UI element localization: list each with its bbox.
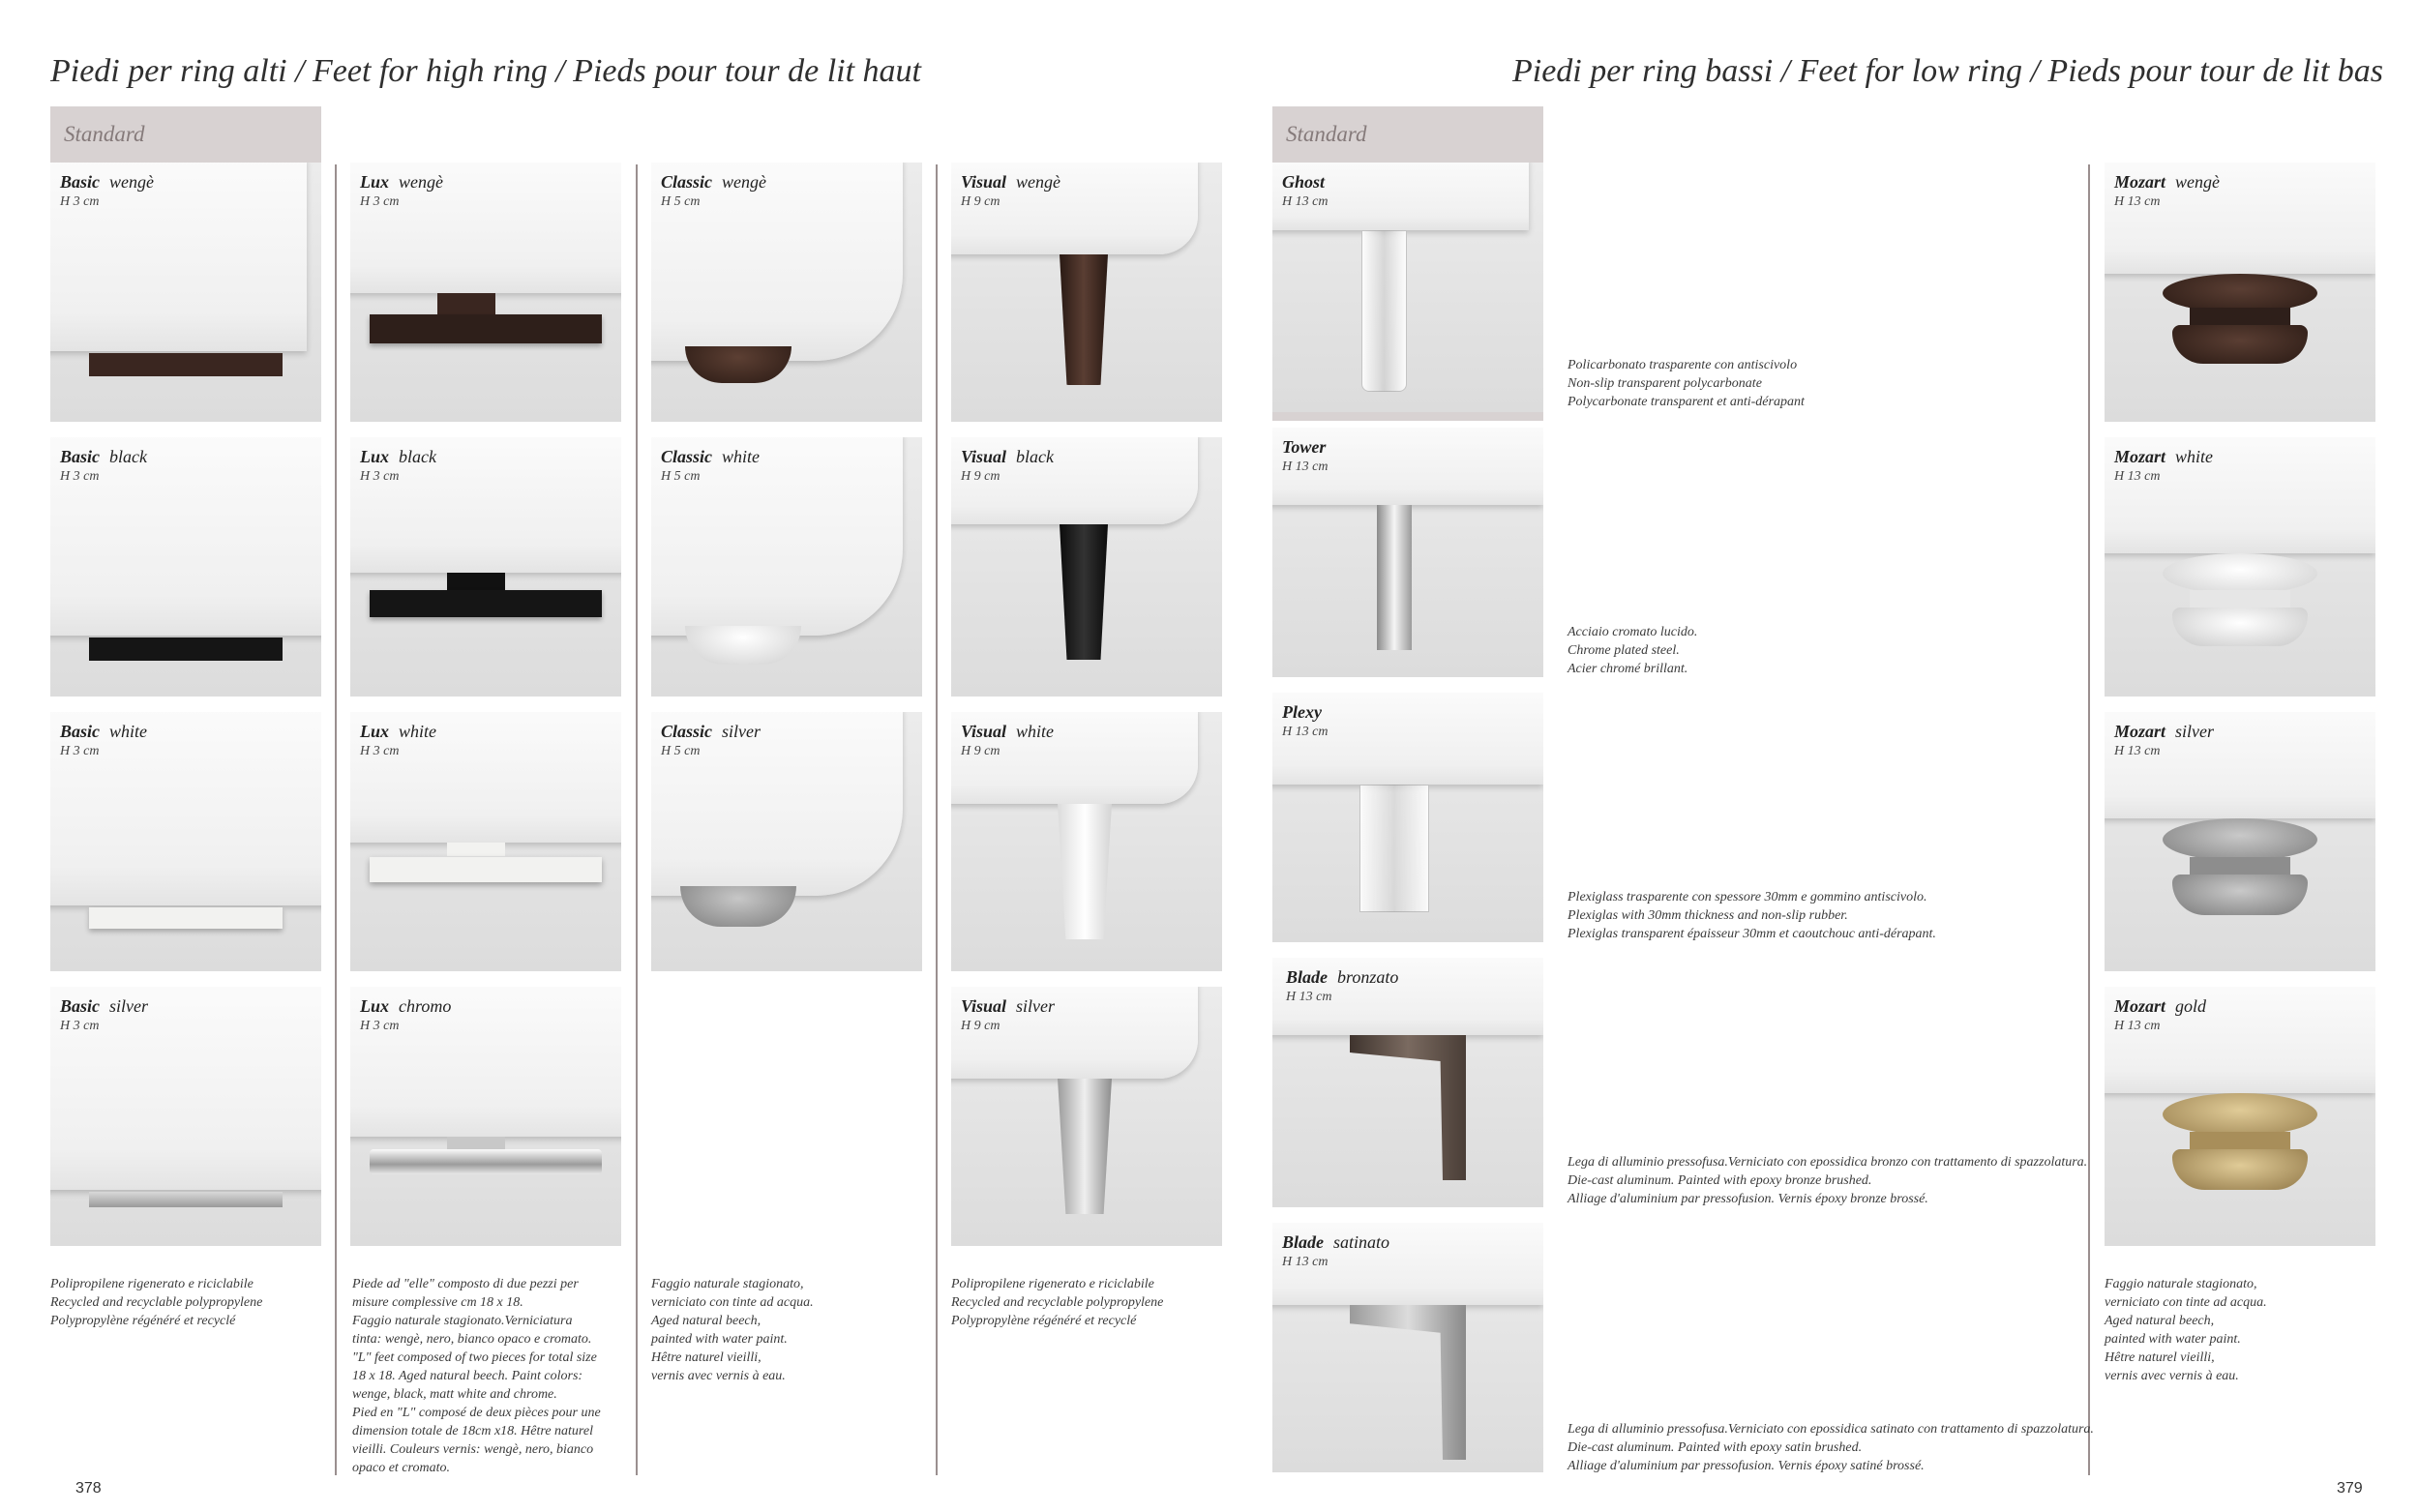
description-line: Alliage d'aluminium par pressofusion. Vernis époxy satiné brossé. [1568,1459,1925,1473]
product-finish: white [1016,722,1055,741]
mozart-foot-white-neck [2190,590,2290,609]
blade-foot-bronze [1350,1035,1466,1180]
product-name: Plexy [1282,702,1322,722]
description-line: Aged natural beech, [651,1314,762,1328]
product-finish: gold [2175,996,2207,1016]
product-height: H 3 cm [360,1019,400,1033]
product-tile-visual-black [951,437,1222,697]
description-line: Chrome plated steel. [1568,643,1680,658]
mozart-foot-white-top [2163,553,2317,594]
description-line: Hêtre naturel vieilli, [651,1350,762,1365]
product-finish: wengè [109,172,154,192]
product-finish: wengè [1016,172,1061,192]
basic-foot-silver [89,1192,283,1207]
description-line: painted with water paint. [2105,1332,2241,1347]
description-line: tinta: wengè, nero, bianco opaco e cromato. [352,1332,592,1347]
description-line: Faggio naturale stagionato.Verniciatura [352,1314,573,1328]
lux-plate-black [370,590,602,617]
description-line: Faggio naturale stagionato, [651,1277,804,1291]
product-finish: white [109,722,148,741]
description-line: Die-cast aluminum. Painted with epoxy bronze brushed. [1568,1173,1872,1188]
description-lux [352,1275,601,1477]
classic-foot-silver [680,886,796,927]
description-line: Recycled and recyclable polypropylene [951,1295,1164,1310]
product-height: H 13 cm [1282,725,1329,739]
description-line: painted with water paint. [651,1332,788,1347]
column-divider [2088,164,2090,1475]
product-finish: wengè [2175,172,2220,192]
product-height: H 5 cm [661,194,701,209]
description-classic [651,1275,814,1385]
product-finish: bronzato [1337,967,1399,987]
description-line: wenge, black, matt white and chrome. [352,1387,557,1402]
description-line: Aged natural beech, [2105,1314,2215,1328]
product-height: H 13 cm [1286,990,1332,1004]
description-line: Piede ad "elle" composto di due pezzi per [352,1277,579,1291]
product-tile-basic-silver [50,987,321,1246]
description-tower [1568,623,1697,678]
product-name: Lux [360,172,390,192]
description-plexy [1568,888,1936,943]
standard-label: Standard [1286,122,1367,146]
lux-plate-white [370,857,602,882]
mozart-foot-gold-neck [2190,1132,2290,1151]
product-height: H 3 cm [360,469,400,484]
product-height: H 3 cm [60,469,100,484]
product-tile-classic-white [651,437,922,697]
description-line: Policarbonato trasparente con antiscivolo [1568,358,1798,372]
product-height: H 9 cm [961,194,1000,209]
product-name: Lux [360,996,390,1016]
product-height: H 13 cm [2114,1019,2161,1033]
product-height: H 3 cm [60,1019,100,1033]
description-line: dimension totale de 18cm x18. Hêtre naturel [352,1424,593,1438]
mozart-foot-wenge-base [2172,325,2308,364]
product-name: Basic [60,172,101,192]
tower-foot [1377,505,1412,650]
product-name: Visual [961,722,1007,741]
description-line: Hêtre naturel vieilli, [2105,1350,2215,1365]
mozart-foot-silver-top [2163,818,2317,861]
description-line: Polipropilene rigenerato e riciclabile [50,1277,254,1291]
visual-foot-white [1058,804,1112,939]
lux-plate-wenge [370,314,602,343]
product-name: Basic [60,722,101,741]
description-line: Polipropilene rigenerato e riciclabile [951,1277,1154,1291]
description-line: "L" feet composed of two pieces for total size [352,1350,597,1365]
classic-foot-white [685,626,801,665]
visual-foot-black [1060,524,1108,660]
description-mozart [2105,1275,2267,1385]
product-tile-classic-silver [651,712,922,971]
product-name: Classic [661,447,713,466]
description-line: Recycled and recyclable polypropylene [50,1295,263,1310]
description-line: Pied en "L" composé de deux pièces pour une [352,1406,601,1420]
description-line: Polypropylène régénéré et recyclé [50,1314,236,1328]
visual-foot-silver [1058,1079,1112,1214]
product-finish: chromo [399,996,452,1016]
description-line: Polycarbonate transparent et anti-dérapant [1568,395,1805,409]
product-finish: white [399,722,437,741]
description-line: vernis avec vernis à eau. [651,1369,786,1383]
left-page-title: Piedi per ring alti / Feet for high ring / Pieds pour tour de lit haut [50,53,922,89]
product-name: Classic [661,172,713,192]
description-line: Plexiglas with 30mm thickness and non-slip rubber. [1568,908,1848,923]
product-tile-plexy [1272,693,1543,942]
product-height: H 9 cm [961,744,1000,758]
mozart-foot-wenge-neck [2190,308,2290,327]
product-name: Lux [360,447,390,466]
product-finish: white [722,447,761,466]
product-tile-classic-wenge [651,163,922,422]
basic-foot-black [89,637,283,661]
product-name: Blade [1282,1232,1324,1252]
plexy-foot [1359,785,1429,912]
description-line: Lega di alluminio pressofusa.Verniciato con epossidica satinato con trattamento di spazzolatura. [1568,1422,2094,1437]
lux-foot-black [447,573,505,590]
product-tile-basic-white [50,712,321,971]
right-page-title: Piedi per ring bassi / Feet for low ring / Pieds pour tour de lit bas [1512,53,2384,89]
product-tile-visual-wenge [951,163,1222,422]
product-height: H 3 cm [360,744,400,758]
product-tile-lux-chromo [350,987,621,1246]
basic-foot-white [89,907,283,929]
column-divider [335,164,337,1475]
basic-foot-wenge [89,353,283,376]
product-height: H 9 cm [961,469,1000,484]
product-height: H 13 cm [1282,194,1329,209]
mozart-foot-white-base [2172,608,2308,646]
description-line: Polypropylène régénéré et recyclé [951,1314,1137,1328]
description-line: vernis avec vernis à eau. [2105,1369,2239,1383]
product-finish: silver [1016,996,1056,1016]
product-finish: silver [2175,722,2215,741]
product-finish: silver [109,996,149,1016]
description-basic [50,1275,262,1330]
column-divider [636,164,638,1475]
description-line: verniciato con tinte ad acqua. [2105,1295,2267,1310]
product-height: H 13 cm [2114,469,2161,484]
description-line: 18 x 18. Aged natural beech. Paint colors: [352,1369,583,1383]
lux-foot-wenge [437,293,495,314]
description-visual [951,1275,1163,1330]
description-line: Plexiglas transparent épaisseur 30mm et caoutchouc anti-dérapant. [1568,927,1936,941]
description-line: verniciato con tinte ad acqua. [651,1295,814,1310]
mozart-foot-silver-neck [2190,857,2290,876]
standard-label: Standard [64,122,145,146]
product-tile-lux-wenge [350,163,621,422]
product-tile-basic-black [50,437,321,697]
product-height: H 9 cm [961,1019,1000,1033]
product-height: H 3 cm [60,194,100,209]
product-tile-lux-white [350,712,621,971]
product-height: H 5 cm [661,744,701,758]
ghost-foot [1361,230,1407,392]
product-height: H 13 cm [1282,1255,1329,1269]
product-name: Classic [661,722,713,741]
description-blade-bronzato [1568,1153,2087,1208]
description-line: Faggio naturale stagionato, [2105,1277,2257,1291]
classic-foot-wenge [685,346,791,383]
product-tile-mozart-white [2105,437,2375,697]
description-line: Plexiglass trasparente con spessore 30mm e gommino antiscivolo. [1568,890,1927,904]
page-number-right: 379 [2337,1480,2363,1497]
mozart-foot-gold-base [2172,1149,2308,1190]
product-height: H 13 cm [1282,460,1329,474]
page-number-left: 378 [75,1480,102,1497]
product-finish: black [1016,447,1055,466]
product-height: H 3 cm [60,744,100,758]
product-finish: satinato [1333,1232,1390,1252]
visual-foot-wenge [1060,254,1108,385]
product-name: Mozart [2114,722,2166,741]
product-height: H 13 cm [2114,194,2161,209]
product-finish: black [399,447,436,466]
description-line: Alliage d'aluminium par pressofusion. Vernis époxy bronze brossé. [1568,1192,1928,1206]
product-name: Lux [360,722,390,741]
product-finish: wengè [399,172,443,192]
product-name: Tower [1282,437,1327,457]
description-line: Acciaio cromato lucido. [1568,625,1698,639]
product-name: Mozart [2114,172,2166,192]
product-name: Visual [961,447,1007,466]
product-finish: wengè [722,172,766,192]
description-line: vieilli. Couleurs vernis: wengè, nero, bianco [352,1442,594,1457]
lux-plate-chrome [370,1149,602,1174]
mozart-foot-wenge-top [2163,274,2317,312]
cushion [50,987,321,1190]
description-line: misure complessive cm 18 x 18. [352,1295,523,1310]
product-name: Blade [1286,967,1328,987]
description-ghost [1568,356,1805,411]
product-name: Visual [961,172,1007,192]
product-height: H 13 cm [2114,744,2161,758]
product-tile-mozart-wenge [2105,163,2375,422]
blade-foot-satin [1350,1305,1466,1460]
product-tile-ghost [1272,163,1543,412]
product-tile-basic-wenge [50,163,321,422]
product-name: Visual [961,996,1007,1016]
product-tile-blade-bronzato [1272,958,1543,1207]
product-height: H 5 cm [661,469,701,484]
product-name: Mozart [2114,447,2166,466]
description-blade-satinato [1568,1420,2094,1475]
product-tile-visual-white [951,712,1222,971]
mozart-foot-silver-base [2172,875,2308,915]
product-finish: black [109,447,147,466]
description-line: Acier chromé brillant. [1568,662,1688,676]
product-name: Basic [60,447,101,466]
product-name: Mozart [2114,996,2166,1016]
product-tile-lux-black [350,437,621,697]
product-name: Ghost [1282,172,1326,192]
product-tile-mozart-silver [2105,712,2375,971]
lux-foot-white [447,843,505,856]
description-line: Non-slip transparent polycarbonate [1568,376,1762,391]
description-line: opaco et cromato. [352,1461,450,1475]
product-tile-visual-silver [951,987,1222,1246]
description-line: Lega di alluminio pressofusa.Verniciato con epossidica bronzo con trattamento di spazzolatura. [1568,1155,2088,1170]
mozart-foot-gold-top [2163,1093,2317,1136]
product-height: H 3 cm [360,194,400,209]
description-line: Die-cast aluminum. Painted with epoxy satin brushed. [1568,1440,1863,1455]
product-tile-tower [1272,428,1543,677]
product-tile-mozart-gold [2105,987,2375,1246]
product-finish: silver [722,722,762,741]
column-divider [936,164,938,1475]
product-finish: white [2175,447,2214,466]
lux-foot-chrome [447,1137,505,1150]
product-name: Basic [60,996,101,1016]
product-tile-blade-satinato [1272,1223,1543,1472]
